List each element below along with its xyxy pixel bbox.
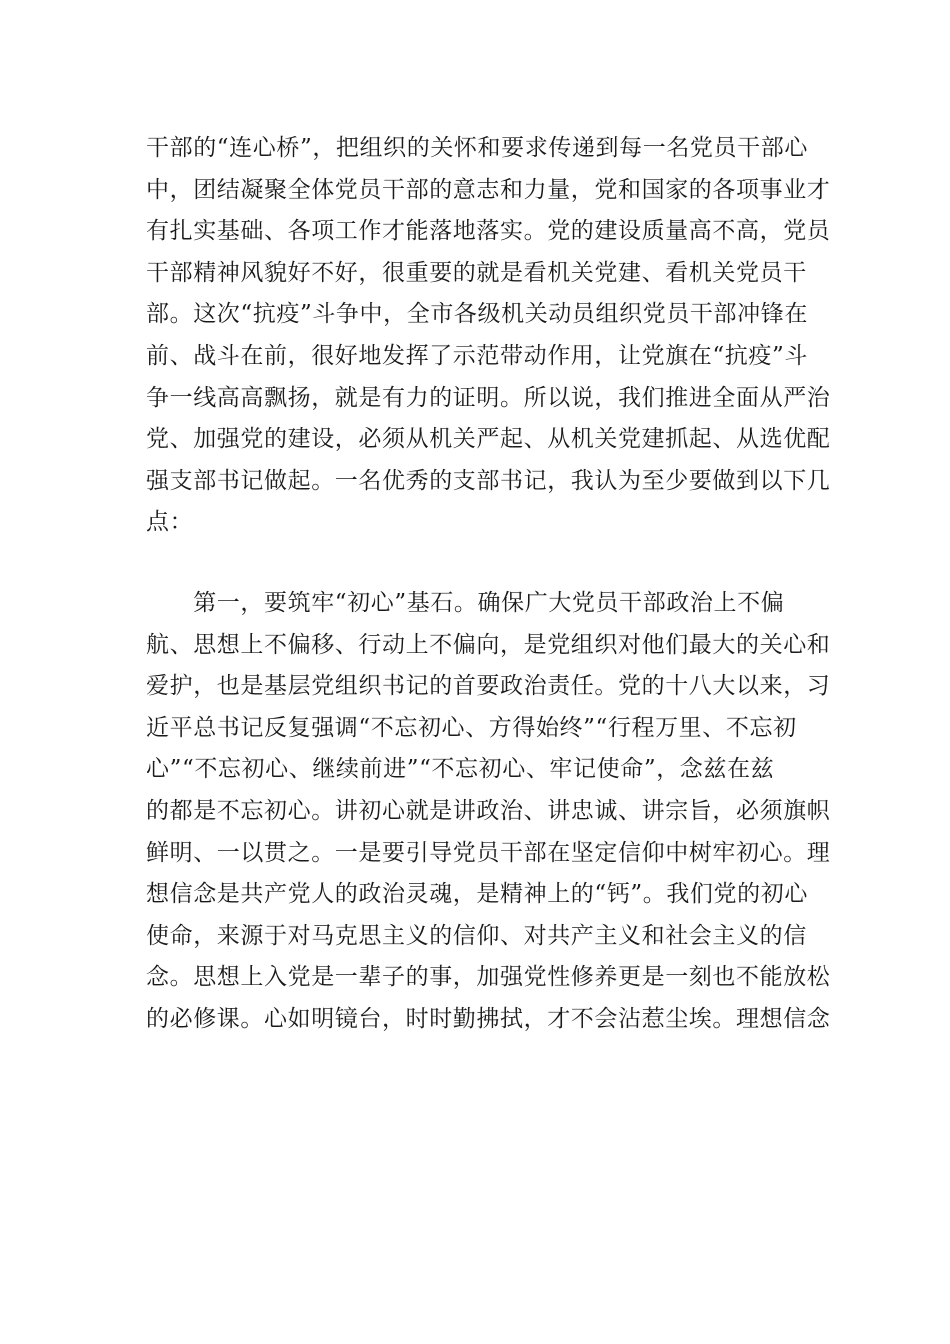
text-line: 点： <box>146 509 194 536</box>
document-body <box>146 128 831 1040</box>
text-line: 使命，来源于对马克思主义的信仰、对共产主义和社会主义的信 <box>146 922 807 949</box>
text-line: 部。这次“抗疫”斗争中，全市各级机关动员组织党员干部冲锋在 <box>146 301 808 328</box>
text-line: 心”“不忘初心、继续前进”“不忘初心、牢记使命”，念兹在兹 <box>146 756 775 783</box>
text-line: 强支部书记做起。一名优秀的支部书记，我认为至少要做到以下几 <box>146 467 831 494</box>
text-line: 想信念是共产党人的政治灵魂，是精神上的“钙”。我们党的初心 <box>146 881 808 908</box>
text-line: 第一，要筑牢“初心”基石。确保广大党员干部政治上不偏 <box>146 589 785 616</box>
text-line: 念。思想上入党是一辈子的事，加强党性修养更是一刻也不能放松 <box>146 964 831 991</box>
text-line: 的必修课。心如明镜台，时时勤拂拭，才不会沾惹尘埃。理想信念 <box>146 1005 831 1032</box>
paragraph-1 <box>146 128 831 544</box>
text-line: 航、思想上不偏移、行动上不偏向，是党组织对他们最大的关心和 <box>146 631 831 658</box>
text-line: 干部的“连心桥”，把组织的关怀和要求传递到每一名党员干部心 <box>146 135 808 161</box>
text-line: 党、加强党的建设，必须从机关严起、从机关党建抓起、从选优配 <box>146 426 831 453</box>
text-line: 鲜明、一以贯之。一是要引导党员干部在坚定信仰中树牢初心。理 <box>146 839 831 866</box>
text-line: 的都是不忘初心。讲初心就是讲政治、讲忠诚、讲宗旨，必须旗帜 <box>146 797 831 824</box>
text-line: 前、战斗在前，很好地发挥了示范带动作用，让党旗在“抗疫”斗 <box>146 342 808 369</box>
paragraph-spacer <box>146 544 806 583</box>
text-line: 中，团结凝聚全体党员干部的意志和力量，党和国家的各项事业才 <box>146 176 831 203</box>
text-line: 爱护，也是基层党组织书记的首要政治责任。党的十八大以来，习 <box>146 673 831 700</box>
text-line: 有扎实基础、各项工作才能落地落实。党的建设质量高不高，党员 <box>146 218 831 245</box>
text-line: 近平总书记反复强调“不忘初心、方得始终”“行程万里、不忘初 <box>146 714 797 741</box>
paragraph-2 <box>146 583 831 1041</box>
text-line: 争一线高高飘扬，就是有力的证明。所以说，我们推进全面从严治 <box>146 384 831 411</box>
text-line: 干部精神风貌好不好，很重要的就是看机关党建、看机关党员干 <box>146 259 807 286</box>
